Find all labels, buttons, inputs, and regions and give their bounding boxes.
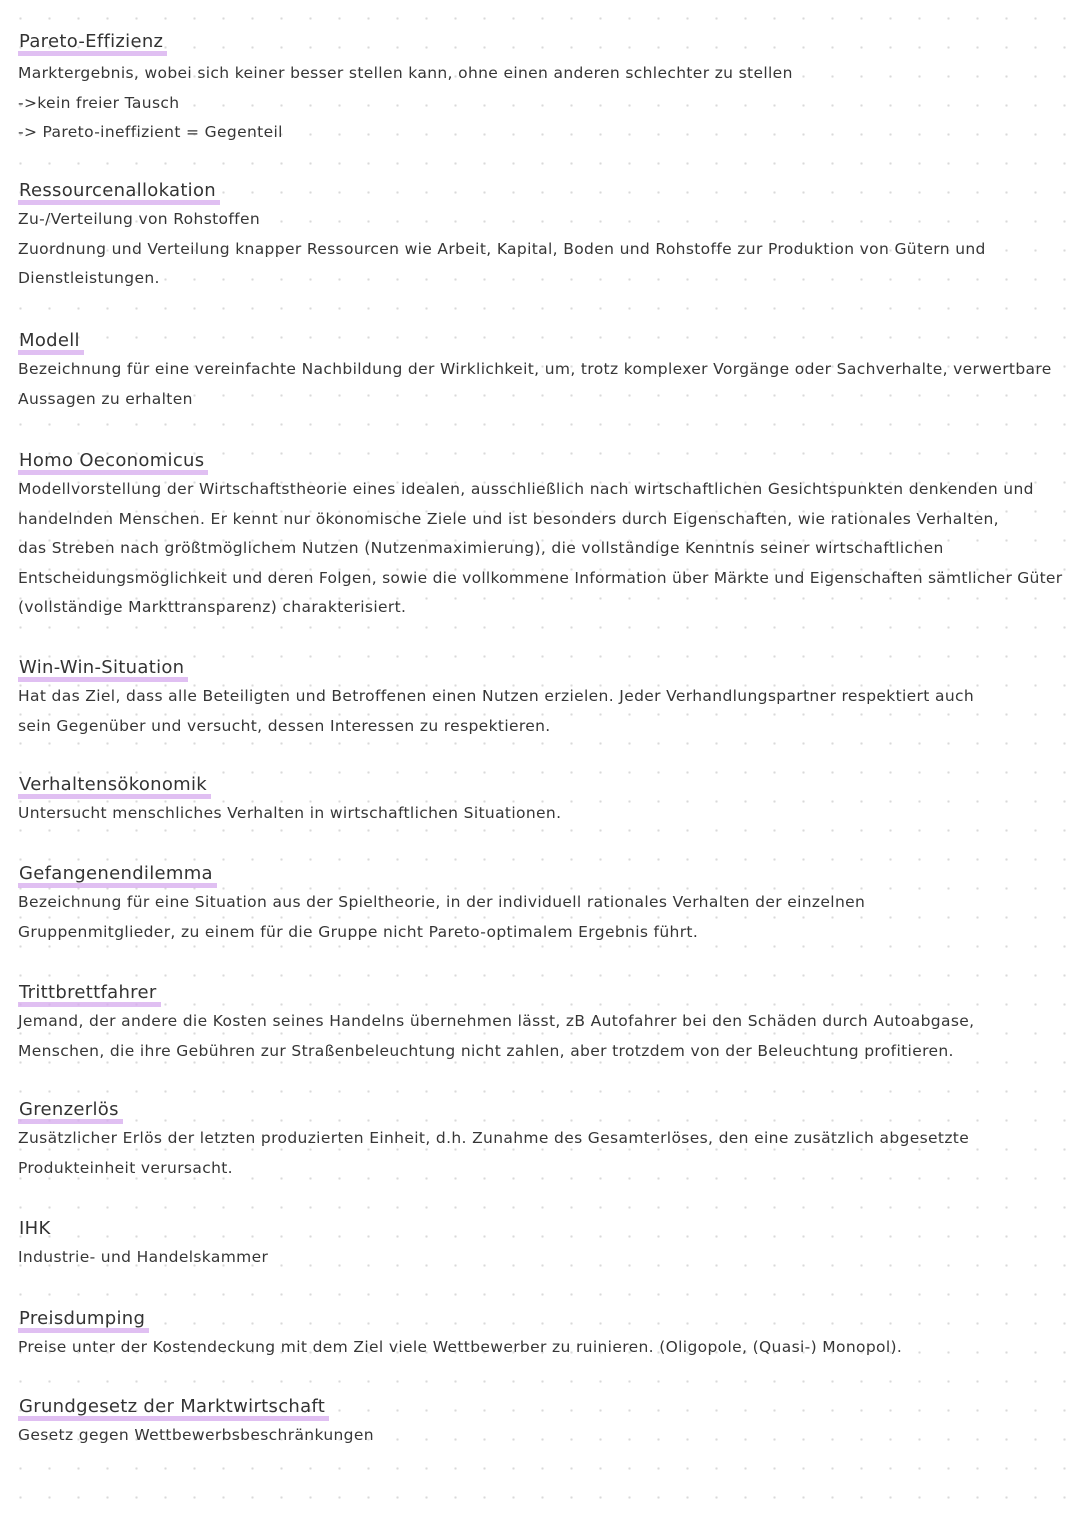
- definition-line: das Streben nach größtmöglichem Nutzen (Nutzenmaximierung), die vollständige Kenntnis seiner wirtschaftlichen: [18, 539, 944, 557]
- entry-homo-oeconomicus: [18, 447, 1063, 623]
- definition-line: handelnden Menschen. Er kennt nur ökonomische Ziele und ist besonders durch Eigenschaften, wie rationales Verhalten,: [18, 509, 999, 528]
- term-heading: Grundgesetz der Marktwirtschaft: [18, 1393, 329, 1421]
- definition-line: Zu-/Verteilung von Rohstoffen: [18, 210, 261, 228]
- definition-line: Bezeichnung für eine Situation aus der Spieltheorie, in der individuell rationales Verhalten der einzelnen: [18, 893, 866, 911]
- definition-line: Industrie- und Handelskammer: [18, 1248, 269, 1266]
- definition-line: (vollständige Markttransparenz) charakterisiert.: [18, 598, 407, 616]
- definition-line: Menschen, die ihre Gebühren zur Straßenbeleuchtung nicht zahlen, aber trotzdem von der Beleuchtung profitieren.: [18, 1041, 954, 1060]
- definition-line: Zusätzlicher Erlös der letzten produzierten Einheit, d.h. Zunahme des Gesamterlöses, den eine zusätzlich abgesetzte: [18, 1129, 970, 1147]
- definition-line: ->kein freier Tausch: [18, 93, 180, 112]
- term-heading: Pareto-Effizienz: [18, 28, 167, 56]
- definition-line: Zuordnung und Verteilung knapper Ressourcen wie Arbeit, Kapital, Boden und Rohstoffe zur Produktion von Gütern und: [18, 239, 986, 258]
- entry-gefangenendilemma: [18, 860, 1063, 947]
- entry-pareto-effizienz: [18, 28, 1063, 148]
- entry-ihk: [18, 1215, 1063, 1273]
- entry-preisdumping: [18, 1305, 1063, 1363]
- definition-line: Marktergebnis, wobei sich keiner besser stellen kann, ohne einen anderen schlechter zu stellen: [18, 64, 793, 82]
- entry-verhaltensoekonomik: [18, 771, 1063, 829]
- definition-line: Aussagen zu erhalten: [18, 389, 193, 408]
- term-heading: Ressourcenallokation: [18, 177, 220, 205]
- entry-ressourcenallokation: [18, 177, 1063, 294]
- term-heading: Win-Win-Situation: [18, 654, 188, 682]
- definition-line: Modellvorstellung der Wirtschaftstheorie eines idealen, ausschließlich nach wirtschaftlichen Gesichtspunkten denkenden und: [18, 480, 1034, 498]
- definition-line: Gruppenmitglieder, zu einem für die Gruppe nicht Pareto-optimalem Ergebnis führt.: [18, 922, 699, 941]
- definition-line: Untersucht menschliches Verhalten in wirtschaftlichen Situationen.: [18, 804, 562, 822]
- term-heading: Trittbrettfahrer: [18, 979, 161, 1007]
- term-heading: Grenzerlös: [18, 1096, 123, 1124]
- definition-line: Dienstleistungen.: [18, 269, 160, 287]
- term-heading: Modell: [18, 327, 84, 355]
- term-heading: IHK: [19, 1218, 51, 1239]
- definition-line: Hat das Ziel, dass alle Beteiligten und Betroffenen einen Nutzen erzielen. Jeder Verhandlungspartner respektiert auch: [18, 687, 975, 705]
- term-heading: Preisdumping: [18, 1305, 149, 1333]
- definition-line: -> Pareto-ineffizient = Gegenteil: [18, 123, 283, 141]
- definition-line: Produkteinheit verursacht.: [18, 1158, 233, 1177]
- definition-line: Entscheidungsmöglichkeit und deren Folgen, sowie die vollkommene Information über Märkte und Eigenschaften sämtlicher Güter: [18, 568, 1063, 587]
- definition-line: Preise unter der Kostendeckung mit dem Ziel viele Wettbewerber zu ruinieren. (Oligopole, (Quasi-) Monopol).: [18, 1338, 903, 1356]
- entry-win-win-situation: [18, 654, 1063, 741]
- entry-grundgesetz-der-marktwirtschaft: [18, 1393, 1063, 1451]
- definition-line: sein Gegenüber und versucht, dessen Interessen zu respektieren.: [18, 716, 551, 735]
- entry-trittbrettfahrer: [18, 979, 1063, 1066]
- term-heading: Verhaltensökonomik: [18, 771, 211, 799]
- definition-line: Gesetz gegen Wettbewerbsbeschränkungen: [18, 1426, 374, 1444]
- term-heading: Gefangenendilemma: [18, 860, 217, 888]
- entry-grenzerloes: [18, 1096, 1063, 1183]
- entry-modell: [18, 327, 1063, 414]
- term-heading: Homo Oeconomicus: [18, 447, 208, 475]
- definition-line: Jemand, der andere die Kosten seines Handelns übernehmen lässt, zB Autofahrer bei den Schäden durch Autoabgase,: [18, 1012, 975, 1030]
- definition-line: Bezeichnung für eine vereinfachte Nachbildung der Wirklichkeit, um, trotz komplexer Vorgänge oder Sachverhalte, verwertbare: [18, 360, 1052, 378]
